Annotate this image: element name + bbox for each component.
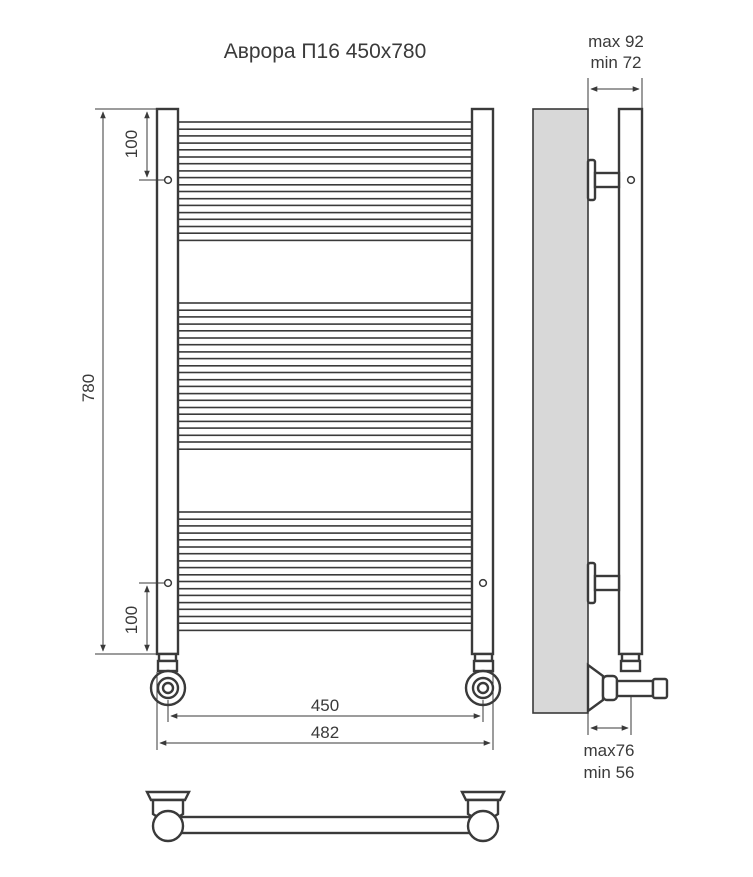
crossbar-tube	[176, 595, 474, 602]
crossbar-tube	[176, 373, 474, 380]
side-connector-valve	[588, 654, 667, 711]
crossbar-tube	[176, 178, 474, 185]
crossbar-tube	[176, 568, 474, 575]
wall-gap-max-label: max 92	[588, 32, 644, 51]
front-view	[79, 109, 500, 750]
crossbar-tube	[176, 192, 474, 199]
dimension-450	[168, 696, 483, 722]
towel-rail-crossbars	[176, 122, 474, 630]
crossbar-tube	[176, 386, 474, 393]
right-upright-tube	[472, 109, 493, 654]
side-upright-tube	[619, 109, 642, 654]
upper-wall-bracket	[588, 160, 619, 200]
crossbar-tube	[176, 205, 474, 212]
top-view-crossbar	[176, 817, 474, 833]
crossbar-tube	[176, 512, 474, 519]
crossbar-tube	[176, 359, 474, 366]
crossbar-tube	[176, 331, 474, 338]
bottom-gap-min-label: min 56	[583, 763, 635, 782]
drawing-title: Аврора П16 450x780	[223, 40, 427, 63]
dimension-482-label: 482	[310, 723, 340, 742]
crossbar-tube	[176, 526, 474, 533]
crossbar-tube	[176, 400, 474, 407]
crossbar-tube	[176, 317, 474, 324]
dimension-top-100-label: 100	[122, 129, 141, 159]
wall-gap-min-label: min 72	[590, 53, 642, 72]
crossbar-tube	[176, 623, 474, 630]
crossbar-tube	[176, 540, 474, 547]
crossbar-tube	[176, 345, 474, 352]
dimension-wall-gap-top	[588, 32, 644, 109]
dimension-bottom-100-label: 100	[122, 605, 141, 635]
crossbar-tube	[176, 233, 474, 240]
crossbar-tube	[176, 136, 474, 143]
crossbar-tube	[176, 428, 474, 435]
dimension-780	[79, 109, 157, 654]
left-upright-tube	[157, 109, 178, 654]
side-view	[533, 32, 667, 782]
crossbar-tube	[176, 164, 474, 171]
wall-section	[533, 109, 588, 713]
bottom-gap-max-label: max76	[583, 741, 635, 760]
crossbar-tube	[176, 219, 474, 226]
crossbar-tube	[176, 303, 474, 310]
crossbar-tube	[176, 582, 474, 589]
dimension-450-label: 450	[310, 696, 340, 715]
crossbar-tube	[176, 150, 474, 157]
crossbar-tube	[176, 414, 474, 421]
right-connector	[466, 654, 500, 705]
dimension-780-label: 780	[79, 373, 98, 403]
crossbar-tube	[176, 122, 474, 129]
top-view	[147, 792, 504, 841]
crossbar-tube	[176, 609, 474, 616]
lower-wall-bracket	[588, 563, 619, 603]
crossbar-tube	[176, 554, 474, 561]
crossbar-tube	[176, 442, 474, 449]
left-connector	[151, 654, 185, 705]
